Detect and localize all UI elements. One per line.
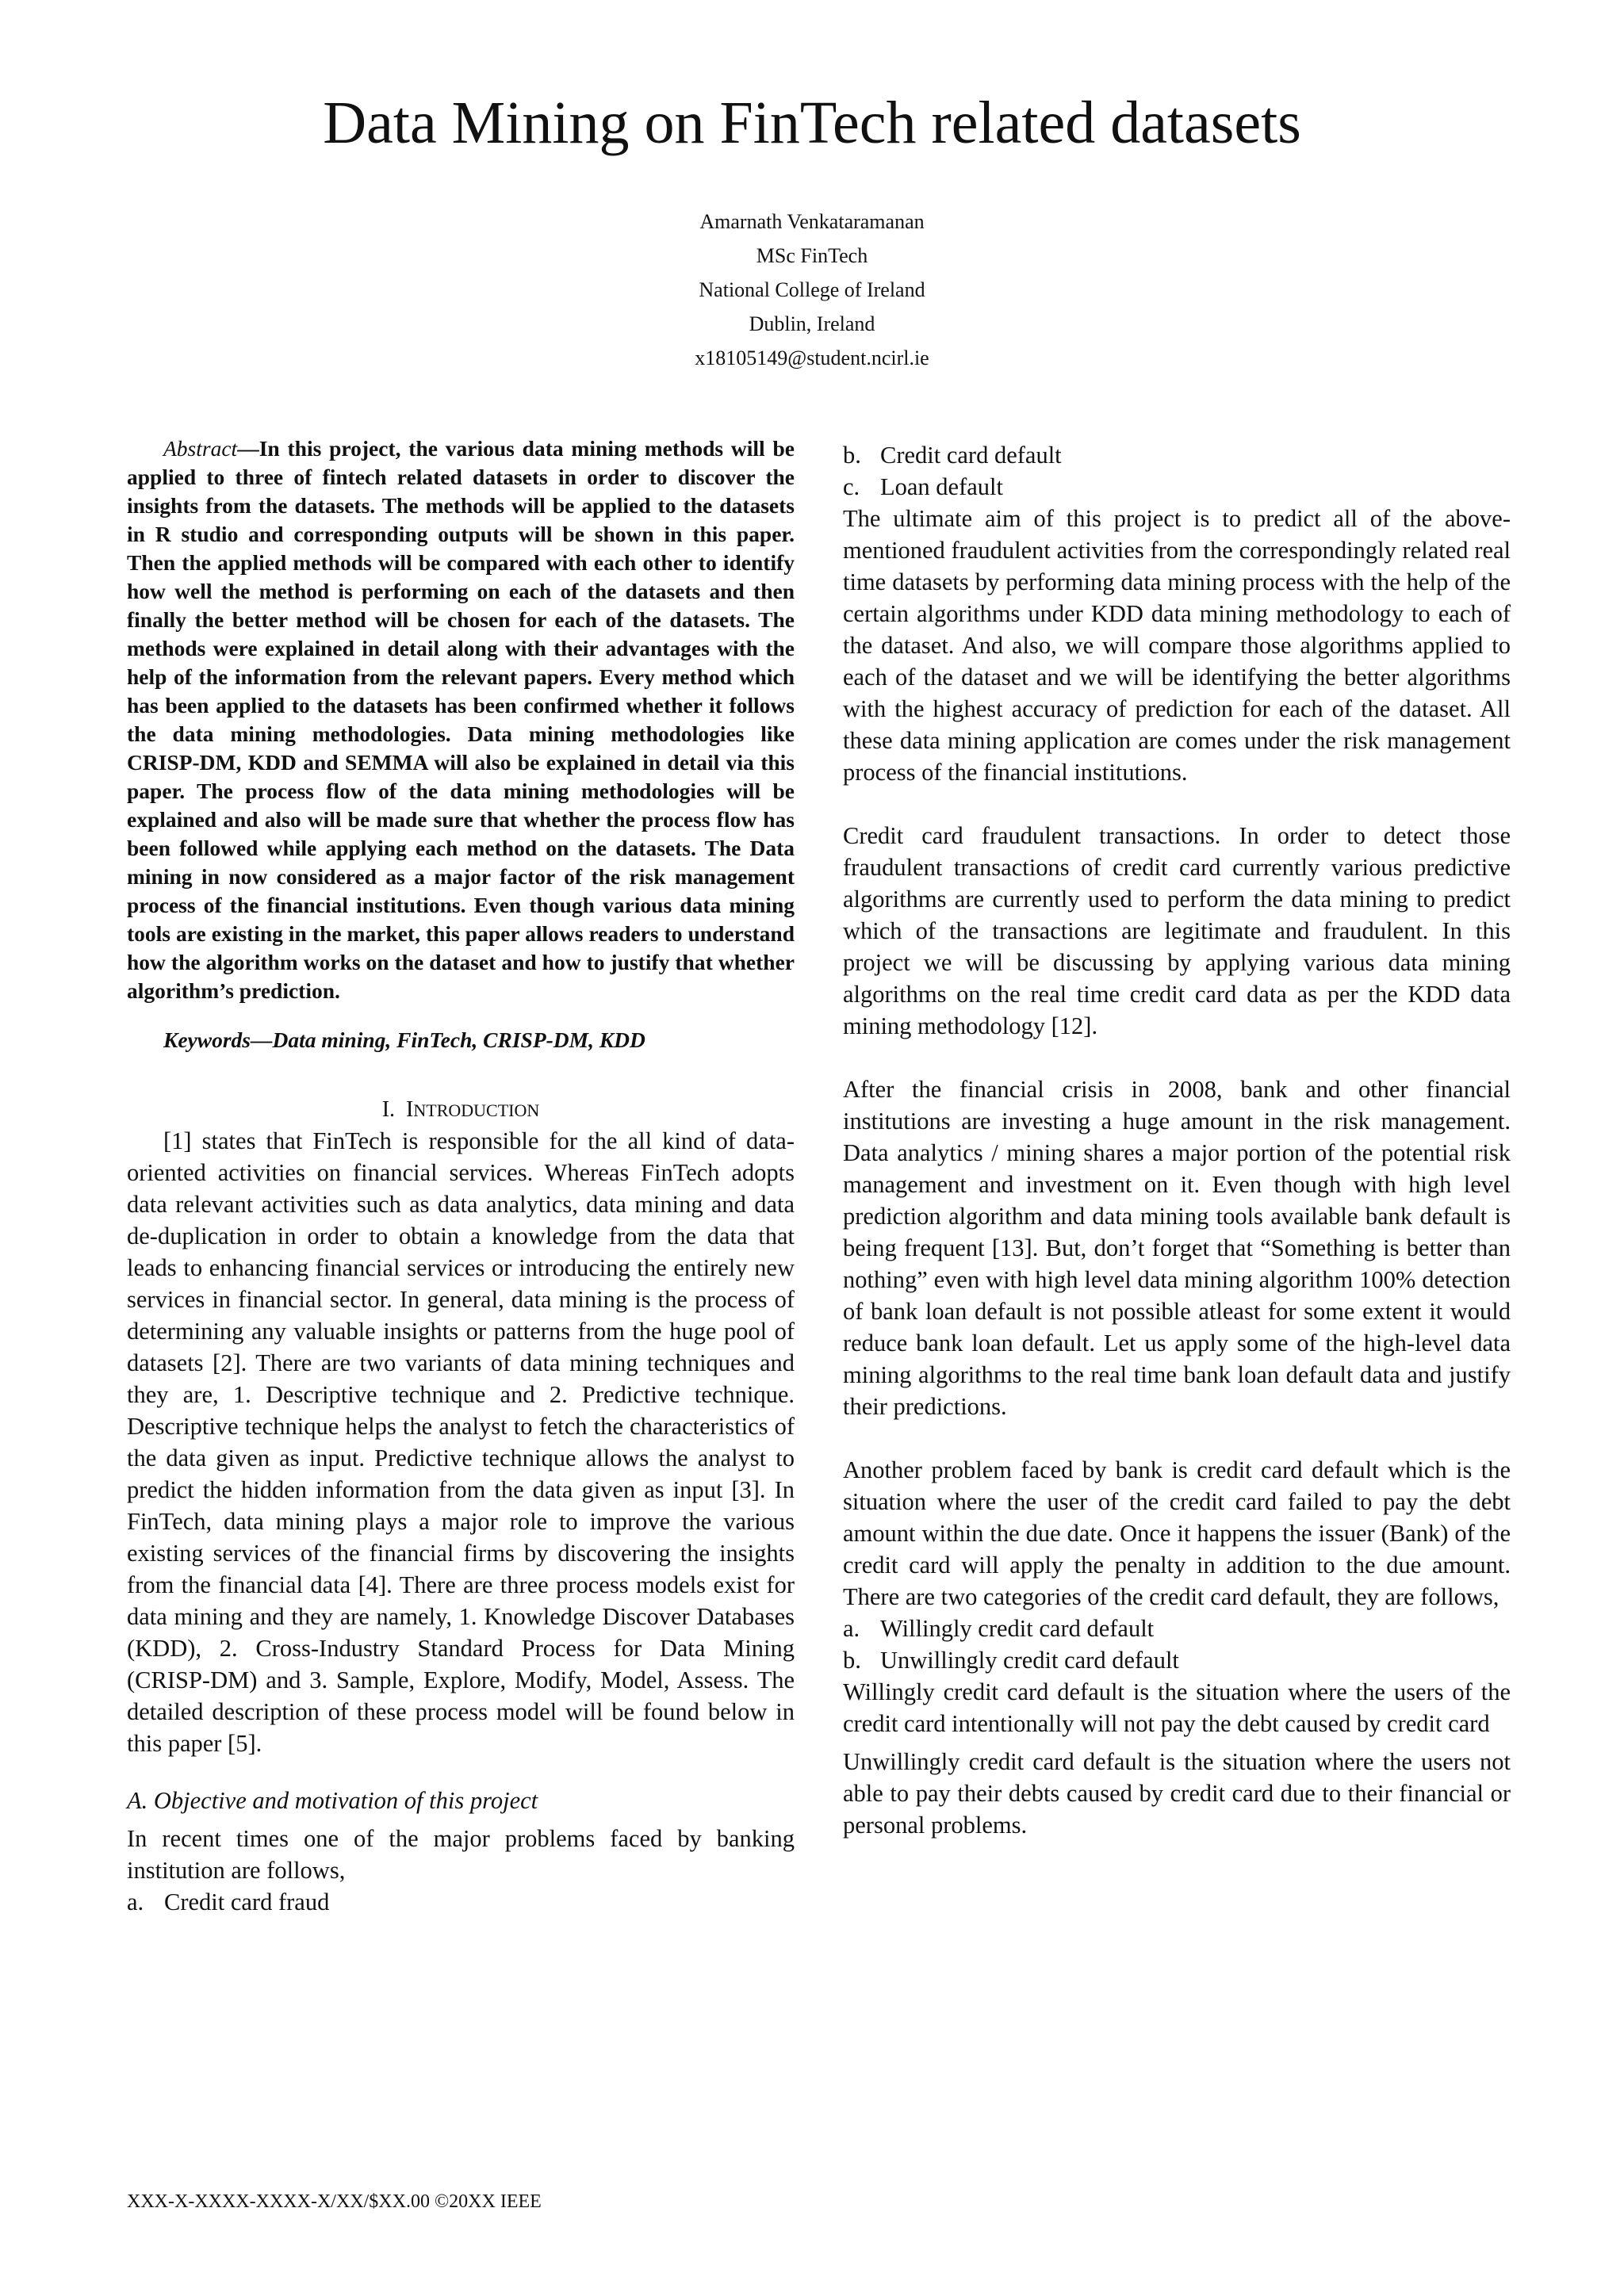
author-institution: National College of Ireland	[699, 278, 925, 301]
list-item	[843, 471, 1511, 503]
list-item	[127, 1886, 795, 1918]
willingly-default-paragraph: Willingly credit card default is the situation where the users of the credit card intentionally will not pay the debt caused by credit card	[843, 1678, 1511, 1737]
list-item	[843, 1613, 1511, 1644]
author-program: MSc FinTech	[756, 244, 868, 267]
author-location: Dublin, Ireland	[749, 312, 875, 335]
author-email: x18105149@student.ncirl.ie	[695, 346, 929, 369]
aim-paragraph: The ultimate aim of this project is to predict all of the above-mentioned fraudulent activities from the correspondingly related real time datasets by performing data mining process with the help of the certain algorithms under KDD data mining methodology to each of the dataset. And also, we will compare those algorithms applied to each of the dataset and we will be identifying the better algorithms with the highest accuracy of prediction for each of the dataset. All these data mining application are comes under the risk management process of the financial institutions.	[843, 505, 1511, 786]
default-paragraph: Another problem faced by bank is credit card default which is the situation where the user of the credit card failed to pay the debt amount within the due date. Once it happens the issuer (Bank) of the credit card will apply the penalty in addition to the due amount. There are two categories of the credit card default, they are follows,	[843, 1456, 1511, 1610]
abstract-text: In this project, the various data mining methods will be applied to three of fintech related datasets in order to discover the insights from the datasets. The methods will be applied to the datasets in R studio and corresponding outputs will be shown in this paper. Then the applied methods will be compared with each other to identify how well the method is performing on each of the datasets and then finally the better method will be chosen for each of the datasets. The methods were explained in detail along with their advantages with the help of the information from the relevant papers. Every method which has been applied to the datasets has been confirmed whether it follows the data mining methodologies. Data mining methodologies like CRISP-DM, KDD and SEMMA will also be explained in detail via this paper. The process flow of the data mining methodologies will be explained and also will be made sure that whether the process flow has been followed while applying each method on the datasets. The Data mining in now considered as a major factor of the risk management process of the financial institutions. Even though various data mining tools are existing in the market, this paper allows readers to understand how the algorithm works on the dataset and how to justify that whether algorithm’s prediction.	[127, 436, 795, 1003]
section-title-first-letter: I	[406, 1097, 414, 1122]
list-item	[843, 439, 1511, 471]
crisis-paragraph: After the financial crisis in 2008, bank and other financial institutions are investing a huge amount in the risk management. Data analytics / mining shares a major portion of the potential risk management and investment on it. Even though with high level prediction algorithm and data mining tools available bank default is being frequent [13]. But, don’t forget that “Something is better than nothing” even with high level data mining algorithm 100% detection of bank loan default is not possible atleast for some extent it would reduce bank loan default. Let us apply some of the high-level data mining algorithms to the real time bank loan default data and justify their predictions.	[843, 1076, 1511, 1420]
abstract-dash: —	[237, 436, 259, 461]
list-item-text: Credit card default	[880, 442, 1062, 469]
section-heading-introduction	[127, 1096, 795, 1125]
right-column	[843, 439, 1511, 1841]
section-numeral: I.	[381, 1097, 396, 1122]
left-column	[127, 434, 795, 1918]
default-category-list	[843, 1613, 1511, 1676]
list-marker: b.	[843, 442, 861, 469]
keywords	[127, 1026, 795, 1054]
abstract	[127, 434, 795, 1005]
copyright-footer: XXX-X-XXXX-XXXX-X/XX/$XX.00 ©20XX IEEE	[127, 2191, 542, 2212]
list-item-text: Loan default	[880, 473, 1003, 500]
list-item	[843, 1644, 1511, 1676]
list-item-text: Unwillingly credit card default	[880, 1647, 1179, 1674]
author-name: Amarnath Venkataramanan	[699, 210, 925, 233]
author-block	[0, 205, 1624, 375]
list-marker: a.	[843, 1615, 860, 1642]
problem-list-part-1	[127, 1886, 795, 1918]
list-item-text: Willingly credit card default	[880, 1615, 1155, 1642]
objective-intro-paragraph: In recent times one of the major problems faced by banking institution are follows,	[127, 1825, 795, 1884]
section-title-rest: NTRODUCTION	[413, 1100, 540, 1120]
list-marker: c.	[843, 473, 860, 500]
list-marker: a.	[127, 1888, 144, 1915]
keywords-label: Keywords	[163, 1027, 251, 1052]
abstract-label: Abstract	[163, 436, 238, 461]
introduction-paragraph: [1] states that FinTech is responsible for the all kind of data-oriented activities on financial services. Whereas FinTech adopts data relevant activities such as data analytics, data mining and data de-duplication in order to obtain a knowledge from the data that leads to enhancing financial services or introducing the entirely new services in financial sector. In general, data mining is the process of determining any valuable insights or patterns from the huge pool of datasets [2]. There are two variants of data mining techniques and they are, 1. Descriptive technique and 2. Predictive technique. Descriptive technique helps the analyst to fetch the characteristics of the data given as input. Predictive technique allows the analyst to predict the hidden information from the data given as input [3]. In FinTech, data mining plays a major role to improve the various existing services of the financial firms by discovering the insights from the financial data [4]. There are three process models exist for data mining and they are namely, 1. Knowledge Discover Databases (KDD), 2. Cross-Industry Standard Process for Data Mining (CRISP-DM) and 3. Sample, Explore, Modify, Model, Assess. The detailed description of these process model will be found below in this paper [5].	[127, 1127, 795, 1757]
keywords-dash: —	[251, 1027, 273, 1052]
keywords-text: Data mining, FinTech, CRISP-DM, KDD	[272, 1027, 645, 1052]
fraud-paragraph: Credit card fraudulent transactions. In order to detect those fraudulent transactions of credit card currently various predictive algorithms are currently used to perform the data mining to predict which of the transactions are legitimate and fraudulent. In this project we will be discussing by applying various data mining algorithms on the real time credit card data as per the KDD data mining methodology [12].	[843, 822, 1511, 1039]
problem-list-part-2	[843, 439, 1511, 503]
list-item-text: Credit card fraud	[164, 1888, 330, 1915]
unwillingly-default-paragraph: Unwillingly credit card default is the situation where the users not able to pay their debts caused by credit card due to their financial or personal problems.	[843, 1748, 1511, 1839]
list-marker: b.	[843, 1647, 861, 1674]
subsection-heading-objective: A. Objective and motivation of this project	[127, 1787, 538, 1814]
paper-title: Data Mining on FinTech related datasets	[323, 90, 1301, 156]
